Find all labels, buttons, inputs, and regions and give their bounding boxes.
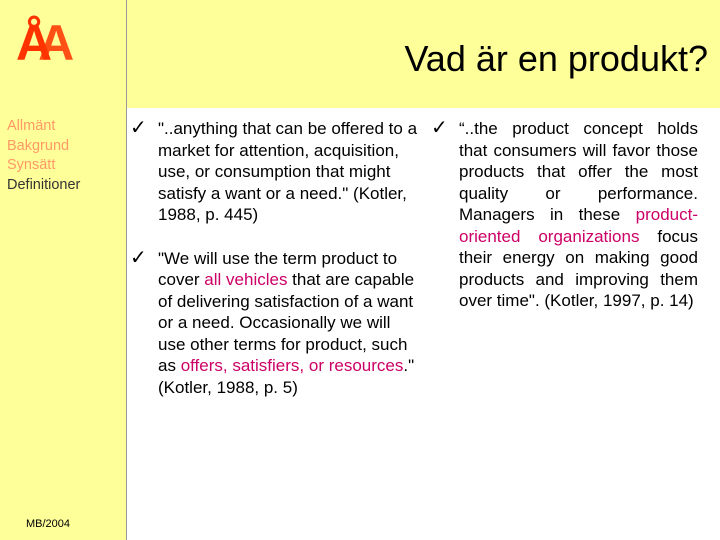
quote-1 <box>129 118 419 226</box>
sidebar-nav <box>7 117 80 195</box>
quote-2-highlight-1: all vehicles <box>204 270 288 289</box>
column-right <box>430 118 698 312</box>
sidebar-item-bakgrund[interactable]: Bakgrund <box>7 137 70 154</box>
checkmark-icon: ✓ <box>130 246 147 269</box>
quote-3-text-2: focus their energy on making good products and improving them over time". (Kotler, 1997, p. 14) <box>459 226 699 310</box>
header-band <box>127 0 720 108</box>
logo-letter-a-ring: Å <box>16 15 39 71</box>
column-left <box>129 118 419 398</box>
sidebar-item-allmant[interactable]: Allmänt <box>7 118 56 134</box>
quote-3-text-1: “..the product concept holds that consumers will favor those products that offer the most quality or performance. Managers in these <box>459 119 698 224</box>
page-title: Vad är en produkt? <box>404 38 708 79</box>
quote-2-highlight-2: offers, satisfiers, or resources <box>180 356 404 375</box>
logo-letter-a: A <box>38 15 61 71</box>
quote-3-highlight: product-oriented organizations <box>459 205 698 246</box>
quote-3 <box>430 118 698 312</box>
quote-2-text-2: that are capable of delivering satisfaction of a want or a need. Occasionally we will use other terms for product, such as <box>158 270 415 375</box>
logo <box>16 15 61 71</box>
quote-2 <box>129 248 419 399</box>
footer-mark: MB/2004 <box>26 518 71 530</box>
sidebar <box>0 0 127 540</box>
checkmark-icon: ✓ <box>130 117 147 139</box>
quote-2-text-1: "We will use the term product to cover <box>158 248 398 289</box>
sidebar-item-synsatt[interactable]: Synsätt <box>7 157 56 173</box>
quote-1-text: "..anything that can be offered to a market for attention, acquisition, use, or consumption that might satisfy a want or a need." (Kotler, 1988, p. 445) <box>158 119 418 224</box>
checkmark-icon: ✓ <box>431 117 448 139</box>
quote-2-text-3: ." (Kotler, 1988, p. 5) <box>158 356 415 397</box>
sidebar-item-definitioner[interactable]: Definitioner <box>7 176 81 193</box>
